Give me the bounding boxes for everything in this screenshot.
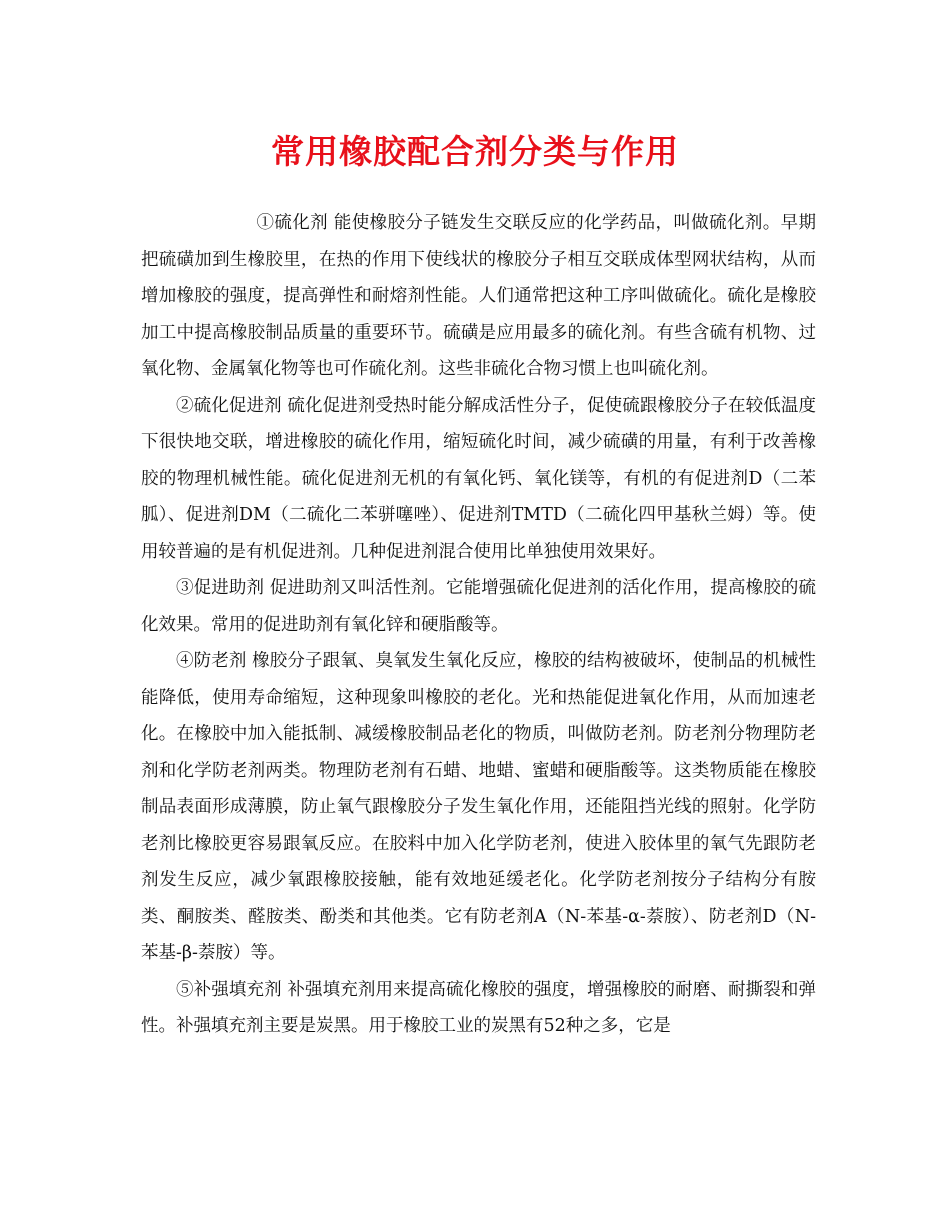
document-title: 常用橡胶配合剂分类与作用 [271,132,679,171]
paragraph-accelerator: ②硫化促进剂 硫化促进剂受热时能分解成活性分子，促使硫跟橡胶分子在较低温度下很快地交联，增进橡胶的硫化作用，缩短硫化时间，减少硫磺的用量，有利于改善橡胶的物理机械性能。硫化促进剂无机的有氧化钙、氧化镁等，有机的有促进剂D（二苯胍）、促进剂DM（二硫化二苯骈噻唑）、促进剂TMTD（二硫化四甲基秋兰姆）等。使用较普遍的是有机促进剂。几种促进剂混合使用比单独使用效果好。 [141,395,816,562]
paragraph-antioxidant: ④防老剂 橡胶分子跟氧、臭氧发生氧化反应，橡胶的结构被破坏，使制品的机械性能降低，使用寿命缩短，这种现象叫橡胶的老化。光和热能促进氧化作用，从而加速老化。在橡胶中加入能抵制、减缓橡胶制品老化的物质，叫做防老剂。防老剂分物理防老剂和化学防老剂两类。物理防老剂有石蜡、地蜡、蜜蜡和硬脂酸等。这类物质能在橡胶制品表面形成薄膜，防止氧气跟橡胶分子发生氧化作用，还能阻挡光线的照射。化学防老剂比橡胶更容易跟氧反应。在胶料中加入化学防老剂，使进入胶体里的氧气先跟防老剂发生反应，减少氧跟橡胶接触，能有效地延缓老化。化学防老剂按分子结构分有胺类、酮胺类、醛胺类、酚类和其他类。它有防老剂A（N-苯基-α-萘胺）、防老剂D（N-苯基-β-萘胺）等。 [141,651,816,963]
paragraph-reinforcing-filler: ⑤补强填充剂 补强填充剂用来提高硫化橡胶的强度，增强橡胶的耐磨、耐撕裂和弹性。补强填充剂主要是炭黑。用于橡胶工业的炭黑有52种之多，它是 [141,979,816,1036]
paragraph-vulcanizing-agent: ①硫化剂 能使橡胶分子链发生交联反应的化学药品，叫做硫化剂。早期把硫磺加到生橡胶里，在热的作用下使线状的橡胶分子相互交联成体型网状结构，从而增加橡胶的强度，提高弹性和耐熔剂性能。人们通常把这种工序叫做硫化。硫化是橡胶加工中提高橡胶制品质量的重要环节。硫磺是应用最多的硫化剂。有些含硫有机物、过氧化物、金属氧化物等也可作硫化剂。这些非硫化合物习惯上也叫硫化剂。 [141,213,816,379]
document-body [141,205,816,1045]
paragraph-activator: ③促进助剂 促进助剂又叫活性剂。它能增强硫化促进剂的活化作用，提高橡胶的硫化效果。常用的促进助剂有氧化锌和硬脂酸等。 [141,578,816,635]
